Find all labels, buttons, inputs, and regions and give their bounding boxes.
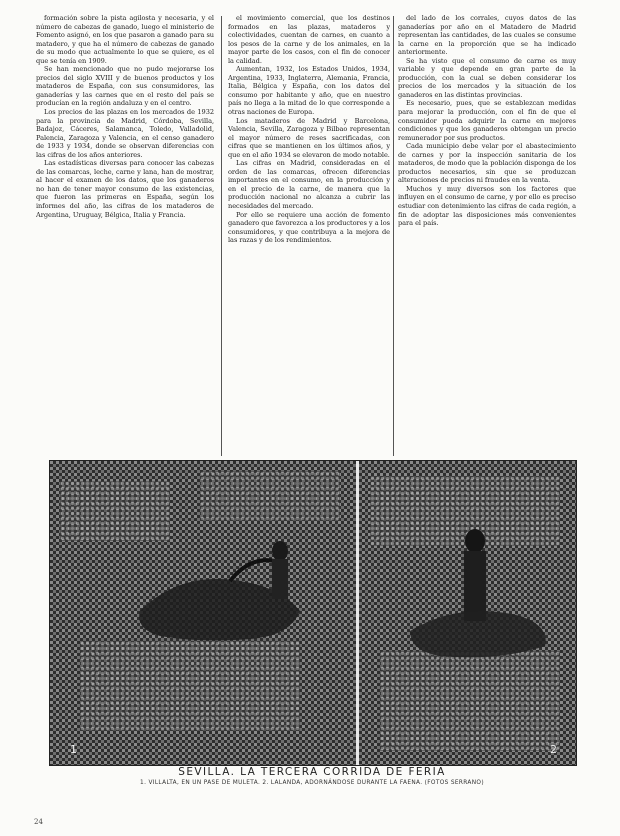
- bullfight-photo: [49, 460, 577, 766]
- photo-number-2: 2: [550, 743, 557, 756]
- photo-number-1: 1: [70, 743, 77, 756]
- article-column-3: [398, 14, 576, 452]
- column-3-paragraph-5: Muchos y muy diversos son los factores que influyen en el consumo de carne, y por ello es preciso estudiar con detenimiento las cifras de cada región, a fin de adoptar las disposiciones más convenientes para el país.: [398, 184, 576, 228]
- column-2-paragraph-1: el movimiento comercial, que los destinos formados en las plazas, mataderos y colectividades, cuentan de carnes, en cuanto a los pesos de la carne y de los animales, en la mayor parte de los casos, con el fin de conocer la calidad.: [228, 14, 390, 65]
- column-1-paragraph-3: Los precios de las plazas en los mercados de 1932 para la provincia de Madrid, Córdoba, Sevilla, Badajoz, Cáceres, Salamanca, Toledo, Valladolid, Palencia, Zaragoza y Valencia, en el censo ganadero de 1933 y 1934, donde se observan diferencias con las cifras de los años anteriores.: [36, 108, 214, 159]
- column-2-paragraph-2: Aumentan, 1932, los Estados Unidos, 1934, Argentina, 1933, Inglaterra, Alemania, Francia, Italia, Bélgica y España, con los datos del consumo por habitante y año, que en nuestro país no llega a la mitad de lo que corresponde a otras naciones de Europa.: [228, 65, 390, 117]
- page-number: 24: [34, 818, 43, 826]
- column-3-paragraph-2: Se ha visto que el consumo de carne es muy variable y que depende en gran parte de la producción, con la cual se deben considerar los precios de los mercados y la situación de los ganaderos en las distintas provincias.: [398, 56, 576, 99]
- column-1-paragraph-2: Se han mencionado que no pudo mejorarse los precios del siglo XVIII y de buenos productos y los mataderos de España, con sus consumidores, las ganaderías y las carnes que en el resto del país se producían en la región andaluza y en el centro.: [36, 65, 214, 108]
- photo-image: [50, 461, 576, 765]
- column-2-paragraph-5: Por ello se requiere una acción de fomento ganadero que favorezca a los productores y a los consumidores, y que contribuya a la mejora de las razas y de los rendimientos.: [228, 210, 390, 245]
- column-1-paragraph-4: Las estadísticas diversas para conocer las cabezas de las comarcas, leche, carne y lana, han de mostrar, al hacer el examen de los datos, que los ganaderos no han de tener mayor consumo de las existencias, que fueron las primeras en España, según los informes del año, las cifras de los mataderos de Argentina, Uruguay, Bélgica, Italia y Francia.: [36, 159, 214, 219]
- column-divider-1: [221, 16, 222, 456]
- article-column-2: [228, 14, 390, 452]
- column-3-paragraph-3: Es necesario, pues, que se establezcan medidas para mejorar la producción, con el fin de que el consumidor pueda adquirir la carne en mejores condiciones y que los ganaderos obtengan un precio remunerador por sus productos.: [398, 99, 576, 142]
- column-3-paragraph-4: Cada municipio debe velar por el abastecimiento de carnes y por la inspección sanitaria de los mataderos, de modo que la población disponga de los productos necesarios, sin que se produzcan alteraciones de precios ni fraudes en la venta.: [398, 142, 576, 185]
- photo-caption-title: SEVILLA. LA TERCERA CORRIDA DE FERIA: [178, 766, 446, 778]
- column-2-paragraph-4: Las cifras en Madrid, consideradas en el orden de las comarcas, ofrecen diferencias importantes en el consumo, en la producción y en el precio de la carne, de manera que la producción nacional no alcanza a cubrir las necesidades del mercado.: [228, 159, 390, 211]
- column-2-paragraph-3: Los mataderos de Madrid y Barcelona, Valencia, Sevilla, Zaragoza y Bilbao representan el mayor número de reses sacrificadas, con cifras que se mantienen en los últimos años, y que en el año 1934 se elevaron de modo notable.: [228, 116, 390, 159]
- column-divider-2: [393, 16, 394, 456]
- column-1-paragraph-1: formación sobre la pista agilosta y necesaria, y el número de cabezas de ganado, luego el ministerio de Fomento asignó, en los que pasaron a ganado para su matadero, y que ha el número de cabezas de ganado de su modo que actualmente lo que se quiere, es el que se tenía en 1909.: [36, 14, 214, 65]
- column-3-paragraph-1: del lado de los corrales, cuyos datos de las ganaderías por año en el Matadero de Madrid representan las cantidades, de las cuales se consume la carne en la proporción que se ha indicado anteriormente.: [398, 14, 576, 57]
- article-column-1: [36, 14, 214, 452]
- photo-caption-subtitle: 1. VILLALTA, EN UN PASE DE MULETA. 2. LALANDA, ADORNÁNDOSE DURANTE LA FAENA. (FOTOS SERRANO): [140, 780, 484, 786]
